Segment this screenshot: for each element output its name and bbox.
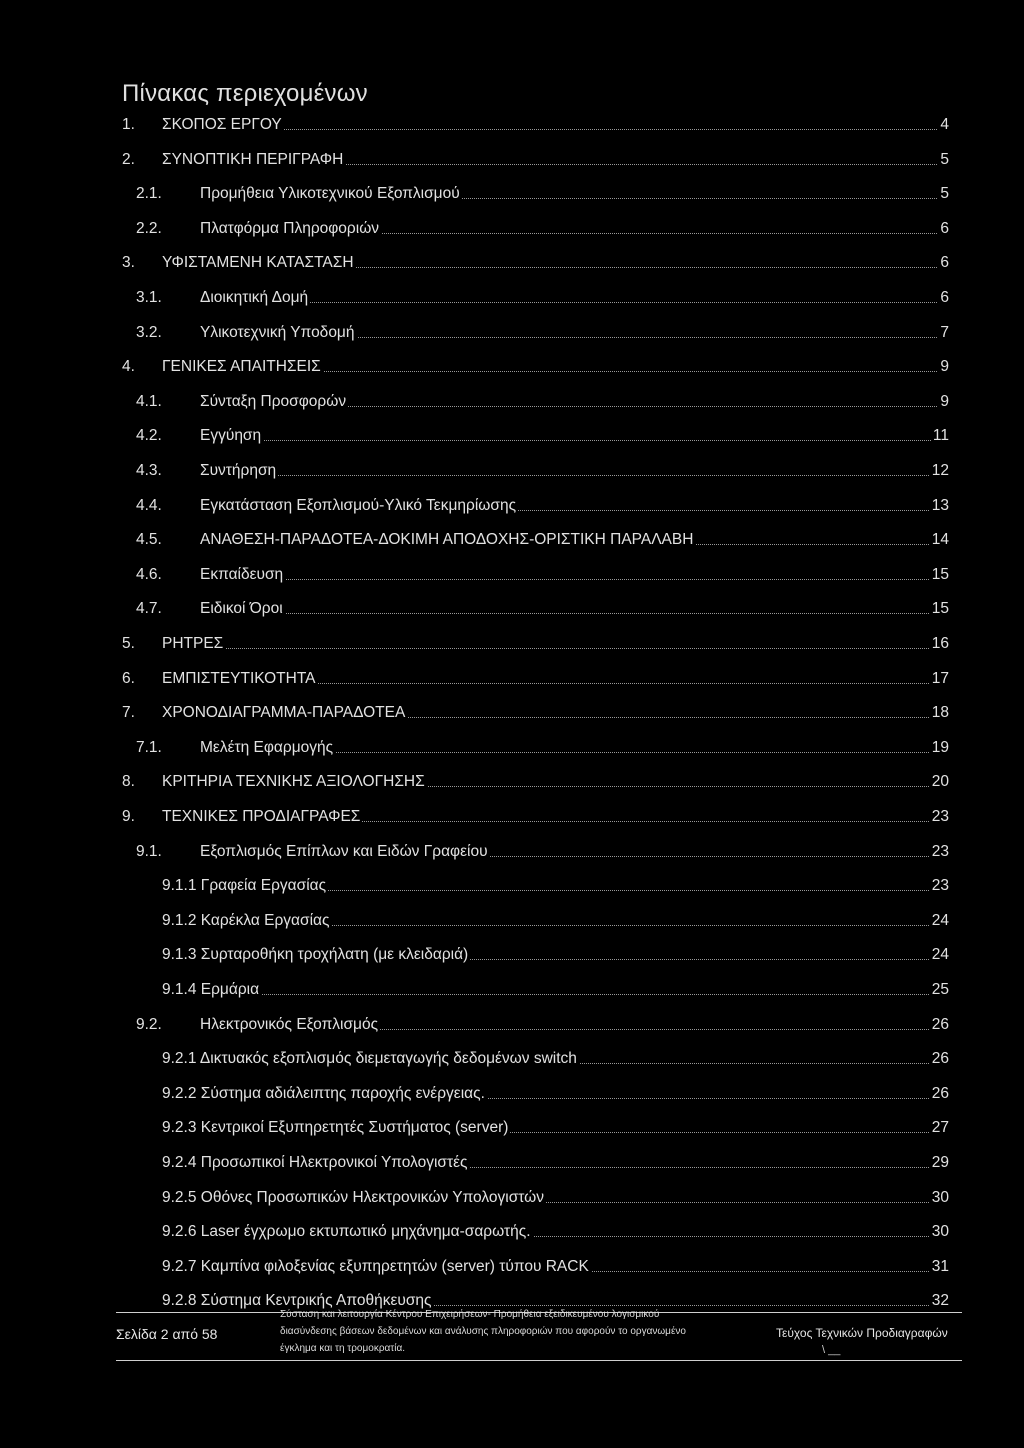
toc-entry-label: 9.1.3 Συρταροθήκη τροχήλατη (με κλειδαριά) [162,946,469,964]
footer-description-line: έγκλημα και τη τρομοκρατία. [280,1343,406,1354]
toc-entry-leader [200,579,945,580]
toc-entry[interactable] [0,594,1024,622]
toc-entry-label: Πλατφόρμα Πληροφοριών [200,219,380,237]
toc-entry-page: 26 [931,1084,949,1102]
toc-entry-number: 9. [122,808,135,825]
toc-entry-label: 9.2.8 Σύστημα Κεντρικής Αποθήκευσης [162,1292,432,1310]
toc-entry[interactable] [0,145,1024,173]
toc-entry-number: 9.1. [136,842,162,860]
toc-title: Πίνακας περιεχομένων [122,80,368,107]
toc-entry-number: 2. [122,150,135,168]
toc-entry-label: 9.1.1 Γραφεία Εργασίας [162,877,327,895]
toc-entry-page: 6 [940,219,949,237]
toc-entry[interactable] [0,560,1024,588]
footer-bottom-rule [116,1360,962,1361]
toc-entry-label: ΣΚΟΠΟΣ ΕΡΓΟΥ [162,116,282,133]
toc-entry-leader [200,475,945,476]
toc-entry-label: Υλικοτεχνική Υποδομή [200,323,355,341]
toc-entry[interactable] [0,802,1024,830]
toc-entry[interactable] [0,421,1024,449]
toc-entry[interactable] [0,491,1024,519]
toc-entry[interactable] [0,1148,1024,1176]
toc-entry-number: 6. [122,669,135,687]
toc-entry[interactable] [0,1183,1024,1211]
toc-entry-page: 6 [940,289,949,306]
toc-entry[interactable] [0,1079,1024,1107]
toc-entry[interactable] [0,179,1024,207]
toc-entry-leader [162,994,945,995]
toc-entry-number: 4.4. [136,496,162,514]
toc-entry-label: Διοικητική Δομή [200,289,309,306]
toc-entry-page: 6 [940,254,949,272]
toc-entry-page: 5 [940,185,949,203]
toc-entry-label: ΤΕΧΝΙΚΕΣ ΠΡΟΔΙΑΓΡΑΦΕΣ [162,808,361,825]
toc-entry[interactable] [0,214,1024,242]
toc-entry[interactable] [0,975,1024,1003]
toc-entry-label: ΣΥΝΟΠΤΙΚΗ ΠΕΡΙΓΡΑΦΗ [162,150,344,168]
toc-entry[interactable] [0,940,1024,968]
toc-entry-page: 24 [931,911,949,929]
toc-entry-page: 23 [931,877,949,895]
toc-entry[interactable] [0,871,1024,899]
toc-entry-page: 27 [931,1119,949,1137]
toc-entry-page: 11 [932,427,949,445]
toc-entry-number: 3. [122,254,135,272]
toc-entry[interactable] [0,1217,1024,1245]
toc-entry-label: Μελέτη Εφαρμογής [200,738,334,756]
footer-handwritten-mark: \ __ [822,1344,841,1356]
toc-entry-leader [200,440,945,441]
toc-entry[interactable] [0,110,1024,138]
toc-entry-page: 16 [931,635,949,652]
toc-entry-number: 4.1. [136,392,162,410]
toc-entry-label: Εκπαίδευση [200,565,284,583]
toc-entry-page: 31 [931,1257,949,1275]
toc-entry-number: 4.5. [136,531,162,549]
toc-entry[interactable] [0,456,1024,484]
footer-description-line: Σύσταση και λειτουργία Κέντρου Επιχειρήσεων- Προμήθεια εξειδικευμένου λογισμικού [280,1309,660,1320]
toc-entry-label: Προμήθεια Υλικοτεχνικού Εξοπλισμού [200,185,460,203]
toc-entry[interactable] [0,352,1024,380]
toc-entry-page: 18 [931,704,949,722]
toc-entry-page: 4 [940,116,949,133]
toc-entry-page: 24 [931,946,949,964]
footer-page-number: Σελίδα 2 από 58 [116,1326,218,1342]
toc-entry[interactable] [0,1252,1024,1280]
toc-entry-label: ΡΗΤΡΕΣ [162,635,224,652]
toc-entry-number: 9.2. [136,1015,162,1033]
toc-entry-label: Ηλεκτρονικός Εξοπλισμός [200,1015,379,1033]
toc-entry-number: 1. [122,116,135,133]
toc-entry-label: 9.2.4 Προσωπικοί Ηλεκτρονικοί Υπολογιστές [162,1154,468,1171]
toc-entry-label: 9.2.6 Laser έγχρωμο εκτυπωτικό μηχάνημα-σαρωτής. [162,1223,531,1241]
toc-entry-number: 4.6. [136,565,162,583]
toc-entry-leader [200,613,945,614]
toc-entry[interactable] [0,664,1024,692]
toc-entry-page: 29 [931,1154,949,1171]
toc-entry-page: 14 [931,531,949,549]
toc-entry-label: Εγγύηση [200,427,262,445]
toc-entry-number: 8. [122,773,135,791]
toc-entry-number: 4.2. [136,427,162,445]
toc-entry-page: 7 [940,323,949,341]
footer-description-line: διασύνδεσης βάσεων δεδομένων και ανάλυσης πληροφοριών που αφορούν το οργανωμένο [280,1326,686,1337]
toc-entry-page: 23 [931,842,949,860]
toc-entry-label: Σύνταξη Προσφορών [200,392,347,410]
toc-entry-label: Εγκατάσταση Εξοπλισμού-Υλικό Τεκμηρίωσης [200,496,517,514]
toc-entry[interactable] [0,629,1024,657]
toc-entry[interactable] [0,1113,1024,1141]
toc-entry[interactable] [0,906,1024,934]
toc-entry-leader [200,302,945,303]
toc-entry-number: 3.1. [136,289,162,306]
toc-entry-page: 13 [931,496,949,514]
toc-entry-page: 19 [931,738,949,756]
toc-entry-label: 9.2.2 Σύστημα αδιάλειπτης παροχής ενέργειας. [162,1084,485,1102]
footer-project-description [280,1306,770,1357]
toc-entry-label: 9.1.2 Καρέκλα Εργασίας [162,911,330,929]
toc-entry-number: 4.7. [136,600,162,618]
toc-entry[interactable] [0,698,1024,726]
toc-entry-page: 26 [931,1050,949,1068]
toc-entry-label: 9.2.1 Δικτυακός εξοπλισμός διεμεταγωγής δεδομένων switch [162,1050,577,1068]
toc-entry[interactable] [0,767,1024,795]
toc-entry-label: ΑΝΑΘΕΣΗ-ΠΑΡΑΔΟΤΕΑ-ΔΟΚΙΜΗ ΑΠΟΔΟΧΗΣ-ΟΡΙΣΤΙΚΗ ΠΑΡΑΛΑΒΗ [200,531,694,549]
toc-entry-number: 5. [122,635,135,652]
toc-entry[interactable] [0,248,1024,276]
footer-document-title: Τεύχος Τεχνικών Προδιαγραφών [776,1326,948,1340]
toc-entry-page: 20 [931,773,949,791]
toc-entry[interactable] [0,733,1024,761]
toc-entry[interactable] [0,525,1024,553]
toc-entry-label: Ειδικοί Όροι [200,600,283,618]
toc-entry-number: 7.1. [136,738,162,756]
toc-entry-page: 30 [931,1223,949,1241]
toc-entry-number: 4.3. [136,462,162,479]
toc-entry-page: 12 [931,462,949,479]
toc-entry-label: Εξοπλισμός Επίπλων και Ειδών Γραφείου [200,842,488,860]
toc-entry-page: 23 [931,808,949,825]
toc-entry-label: 9.2.5 Οθόνες Προσωπικών Ηλεκτρονικών Υπολογιστών [162,1188,545,1206]
toc-entry-label: ΚΡΙΤΗΡΙΑ ΤΕΧΝΙΚΗΣ ΑΞΙΟΛΟΓΗΣΗΣ [162,773,425,791]
toc-entry-label: ΧΡΟΝΟΔΙΑΓΡΑΜΜΑ-ΠΑΡΑΔΟΤΕΑ [162,704,406,722]
toc-entry-leader [162,648,945,649]
toc-entry-label: ΥΦΙΣΤΑΜΕΝΗ ΚΑΤΑΣΤΑΣΗ [162,254,354,272]
toc-entry-page: 5 [940,150,949,168]
toc-entry-page: 9 [940,358,949,376]
toc-entry[interactable] [0,1044,1024,1072]
toc-entry-number: 7. [122,704,135,722]
toc-entry-page: 26 [931,1015,949,1033]
toc-entry-number: 2.1. [136,185,162,203]
toc-entry-label: 9.2.7 Καμπίνα φιλοξενίας εξυπηρετητών (server) τύπου RACK [162,1257,589,1275]
toc-entry-number: 2.2. [136,219,162,237]
toc-entry-page: 15 [931,600,949,618]
toc-entry-label: 9.2.3 Κεντρικοί Εξυπηρετητές Συστήματος (server) [162,1119,509,1137]
toc-entry-label: Συντήρηση [200,462,277,479]
page-footer [0,1296,1024,1366]
toc-entry-page: 17 [931,669,949,687]
toc-entry[interactable] [0,837,1024,865]
toc-entry-label: ΕΜΠΙΣΤΕΥΤΙΚΟΤΗΤΑ [162,669,316,687]
toc-entry[interactable] [0,1010,1024,1038]
toc-entry-number: 4. [122,358,135,376]
toc-entry-label: ΓΕΝΙΚΕΣ ΑΠΑΙΤΗΣΕΙΣ [162,358,321,376]
toc-entry[interactable] [0,387,1024,415]
toc-entry-page: 30 [931,1188,949,1206]
toc-entry-page: 15 [931,565,949,583]
toc-entry[interactable] [0,283,1024,311]
toc-entry-page: 32 [931,1292,949,1310]
toc-entry-page: 9 [940,392,949,410]
toc-entry-page: 25 [931,981,949,998]
toc-entry[interactable] [0,318,1024,346]
toc-entry-label: 9.1.4 Ερμάρια [162,981,260,998]
toc-entry-number: 3.2. [136,323,162,341]
